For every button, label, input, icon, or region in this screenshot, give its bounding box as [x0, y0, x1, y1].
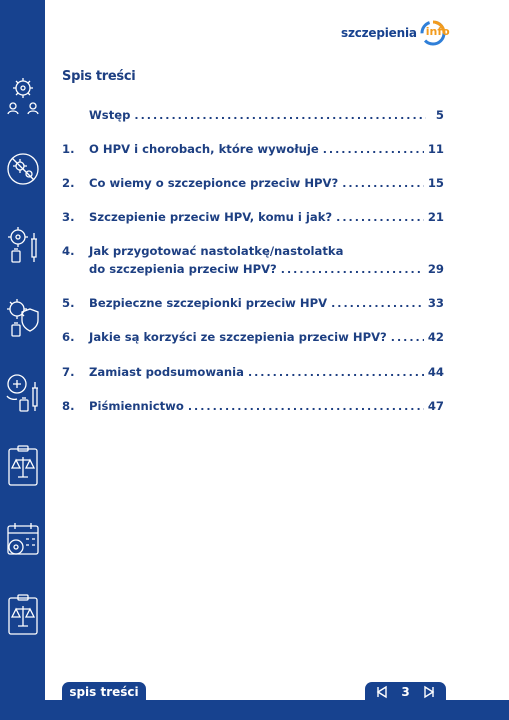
sidebar [0, 0, 45, 720]
vaccine-syringe-icon [4, 221, 42, 265]
next-page-icon[interactable] [422, 685, 436, 699]
virus-people-icon [4, 72, 42, 116]
toc-entry-title: Szczepienie przeciw HPV, komu i jak? [89, 210, 333, 224]
toc-entry-number: 1. [62, 142, 75, 156]
toc-entry-title: Zamiast podsumowania [89, 365, 244, 379]
footer-bar [0, 700, 509, 720]
toc-leader-dots [331, 297, 424, 310]
toc-entry-page: 21 [427, 210, 444, 224]
toc-leader-dots [391, 331, 424, 344]
brand-info: info [425, 25, 450, 38]
toc-entry-page: 15 [427, 176, 444, 190]
toc-entry-page: 42 [427, 330, 444, 344]
page-number: 3 [401, 685, 410, 699]
toc-entry-page: 47 [427, 399, 444, 413]
toc-entry-page: 29 [427, 262, 444, 276]
toc-entry-title: Bezpieczne szczepionki przeciw HPV [89, 296, 328, 310]
toc-entry[interactable] [62, 244, 444, 280]
brand-logo[interactable] [341, 18, 450, 48]
toc-leader-dots [323, 143, 424, 156]
toc-title: Spis treści [62, 69, 136, 84]
toc-entry-page: 11 [427, 142, 444, 156]
toc-entry-title-line1: Jak przygotować nastolatkę/nastolatka [89, 244, 344, 258]
toc-leader-dots [342, 177, 424, 190]
toc-entry-page: 44 [427, 365, 444, 379]
toc-leader-dots [188, 400, 424, 413]
brand-ring-icon [419, 19, 450, 47]
toc-entry-number: 3. [62, 210, 75, 224]
toc-entry-title-line2: do szczepienia przeciw HPV? [89, 262, 277, 276]
section-tab-label: spis treści [69, 685, 139, 699]
toc-entry-number: 5. [62, 296, 75, 310]
virus-shield-icon [4, 295, 42, 339]
toc-entry-number: 4. [62, 244, 75, 258]
brand-name: szczepienia [341, 26, 417, 40]
toc-entry-page: 33 [427, 296, 444, 310]
toc-entry-number: 2. [62, 176, 75, 190]
toc-entry-number: 8. [62, 399, 75, 413]
toc-leader-dots [134, 109, 426, 122]
toc-entry-page: 5 [435, 108, 444, 122]
toc-leader-dots [281, 263, 424, 276]
toc-entry-title: Piśmiennictwo [89, 399, 184, 413]
clipboard-scales-icon [4, 593, 42, 637]
calendar-virus-icon [4, 518, 42, 562]
previous-page-icon[interactable] [375, 685, 389, 699]
toc-entry-title: Co wiemy o szczepionce przeciw HPV? [89, 176, 339, 190]
toc-entry-title: Wstęp [89, 108, 131, 122]
toc-leader-dots [336, 211, 424, 224]
page-navigation [365, 682, 446, 702]
toc-entry-title: O HPV i chorobach, które wywołuje [89, 142, 319, 156]
section-tab[interactable] [62, 682, 146, 702]
doctor-vaccine-icon [4, 370, 42, 414]
toc-entry-title: Jakie są korzyści ze szczepienia przeciw HPV? [89, 330, 387, 344]
no-virus-icon [4, 147, 42, 191]
toc-entry-number: 7. [62, 365, 75, 379]
toc-entry-number: 6. [62, 330, 75, 344]
clipboard-scales-icon [4, 444, 42, 488]
toc-leader-dots [248, 366, 424, 379]
